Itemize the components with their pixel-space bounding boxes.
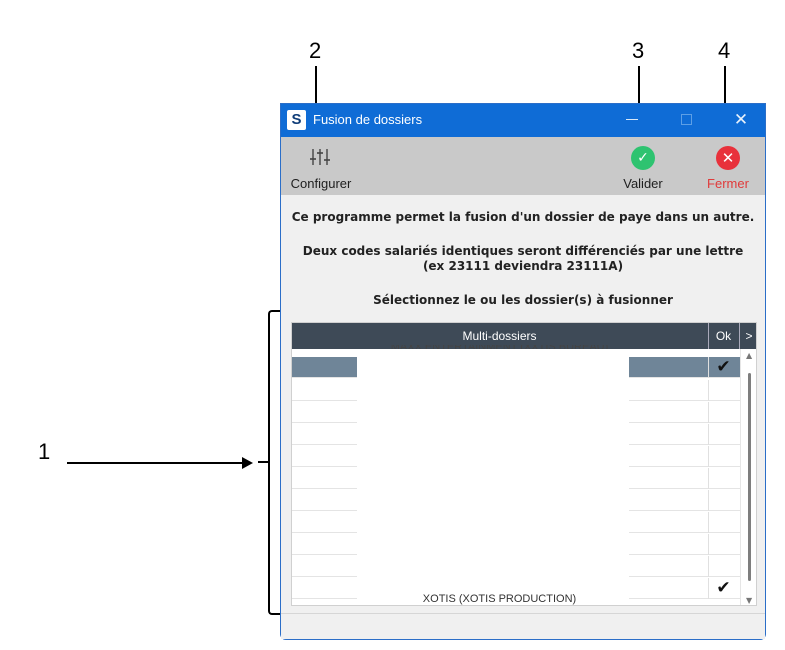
info-text-1: Ce programme permet la fusion d'un dossier de paye dans un autre. <box>291 210 755 224</box>
column-header-ok[interactable]: Ok <box>708 323 738 349</box>
callout-4: 4 <box>718 38 731 63</box>
scrollbar-thumb[interactable] <box>748 373 751 581</box>
configure-button[interactable] <box>285 137 357 195</box>
minimize-button[interactable] <box>619 110 645 130</box>
ok-checkbox-cell[interactable] <box>708 402 738 423</box>
app-logo-icon: S <box>287 110 306 130</box>
ok-checkbox-cell[interactable] <box>708 424 738 445</box>
title-bar[interactable] <box>281 104 765 137</box>
callout-2: 2 <box>309 38 322 63</box>
column-header-more-button[interactable]: > <box>739 323 757 349</box>
ok-checkbox-cell[interactable] <box>708 446 738 467</box>
callout-1-bracket-tick <box>258 461 269 463</box>
redacted-area <box>357 349 629 606</box>
checkmark-icon: ✔ <box>716 357 731 377</box>
callout-3: 3 <box>632 38 645 63</box>
scroll-up-icon[interactable]: ▲ <box>746 351 753 360</box>
ok-checkbox-cell[interactable] <box>708 534 738 555</box>
minimize-icon <box>626 119 638 120</box>
info-text-2b: (ex 23111 deviendra 23111A) <box>422 259 624 273</box>
info-text-3: Sélectionnez le ou les dossier(s) à fusionner <box>373 293 673 307</box>
toolbar <box>281 137 765 195</box>
callout-1-arrow <box>67 462 243 464</box>
checkmark-icon: ✔ <box>716 578 731 598</box>
dossier-grid <box>291 322 757 606</box>
scroll-down-icon[interactable]: ▼ <box>746 596 753 605</box>
info-text-2a: Deux codes salariés identiques seront différenciés par une lettre <box>302 244 744 258</box>
column-header-multi-dossiers[interactable]: Multi-dossiers <box>462 329 537 343</box>
validate-label: Valider <box>623 176 663 191</box>
validate-button[interactable] <box>614 137 672 195</box>
info-text-2 <box>281 244 765 274</box>
checkmark-icon: ✓ <box>631 146 655 170</box>
last-row-text: XOTIS (XOTIS PRODUCTION) <box>422 593 577 605</box>
vertical-scrollbar[interactable] <box>740 349 757 606</box>
maximize-button[interactable] <box>673 110 699 130</box>
status-bar <box>281 613 765 639</box>
ok-checkbox-cell[interactable] <box>708 468 738 489</box>
configure-label: Configurer <box>290 176 352 191</box>
ok-checkbox-cell[interactable] <box>708 556 738 577</box>
ok-checkbox-cell[interactable] <box>708 357 738 378</box>
fusion-window <box>280 103 766 640</box>
ok-checkbox-cell[interactable] <box>708 578 738 599</box>
callout-1: 1 <box>38 439 51 464</box>
window-title: Fusion de dossiers <box>313 112 423 127</box>
ok-checkbox-cell[interactable] <box>708 490 738 511</box>
close-icon: ✕ <box>716 146 740 170</box>
close-label: Fermer <box>707 176 749 191</box>
close-button[interactable] <box>699 137 757 195</box>
sliders-icon <box>309 147 331 167</box>
ok-checkbox-cell[interactable] <box>708 512 738 533</box>
ok-checkbox-cell[interactable] <box>708 380 738 401</box>
maximize-icon <box>681 114 692 125</box>
callout-1-bracket <box>268 310 280 615</box>
window-close-button[interactable]: ✕ <box>733 110 749 130</box>
